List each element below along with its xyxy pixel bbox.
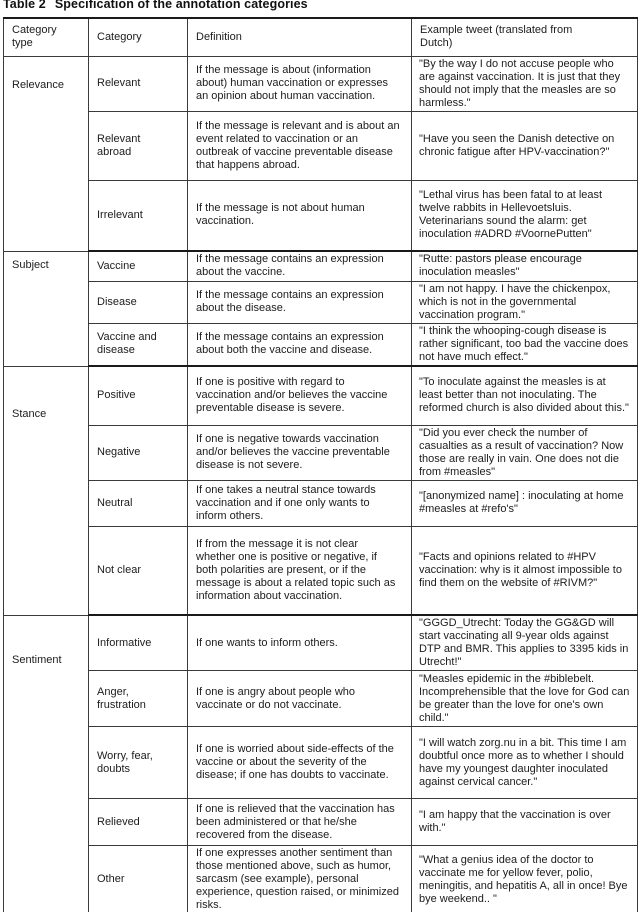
category-cell: Relieved [89, 799, 188, 846]
category-cell: Not clear [89, 526, 188, 615]
table-row [4, 180, 638, 251]
table-row [4, 251, 638, 281]
category-cell: Informative [89, 615, 188, 671]
header-category: Category [89, 18, 188, 56]
example-cell: "What a genius idea of the doctor to vaccinate me for yellow fever, polio, meningitis, and hepatitis A, all in once! Bye bye weekend.. " [412, 846, 638, 912]
definition-cell: If the message contains an expression about both the vaccine and disease. [188, 323, 412, 366]
header-category-type: Category type [4, 18, 89, 56]
header-definition: Definition [188, 18, 412, 56]
definition-cell: If one is negative towards vaccination and/or believes the vaccine preventable disease is not severe. [188, 425, 412, 480]
example-cell: "Lethal virus has been fatal to at least twelve rabbits in Hellevoetsluis. Veterinarians sound the alarm: get inoculation #ADRD #VoornePutten" [412, 180, 638, 251]
header-row [4, 18, 638, 56]
example-cell: "I am not happy. I have the chickenpox, which is not in the governmental vaccination program." [412, 281, 638, 323]
definition-cell: If the message is not about human vaccination. [188, 180, 412, 251]
example-cell: "GGGD_Utrecht: Today the GG&GD will start vaccinating all 9-year olds against DTP and BMR. This applies to 3395 kids in Utrecht!" [412, 615, 638, 671]
example-cell: "By the way I do not accuse people who are against vaccination. It is just that they should not imply that the measles are so harmless." [412, 56, 638, 111]
definition-cell: If one is positive with regard to vaccination and/or believes the vaccine preventable disease is severe. [188, 366, 412, 425]
group-label-relevance: Relevance [4, 56, 89, 251]
table-row [4, 615, 638, 671]
category-cell: Negative [89, 425, 188, 480]
definition-cell: If the message is relevant and is about an event related to vaccination or an outbreak of vaccine preventable disease that happens abroad. [188, 111, 412, 180]
category-cell: Anger, frustration [89, 671, 188, 727]
group-label-sentiment: Sentiment [4, 615, 89, 912]
example-cell: "Measles epidemic in the #biblebelt. Incomprehensible that the love for God can be greater than the love for one's own child." [412, 671, 638, 727]
category-cell: Relevant [89, 56, 188, 111]
example-cell: "I will watch zorg.nu in a bit. This time I am doubtful once more as to whether I should have my youngest daughter inoculated against cervical cancer." [412, 727, 638, 799]
definition-cell: If one is worried about side-effects of the vaccine or about the severity of the disease; if one has doubts to vaccinate. [188, 727, 412, 799]
example-cell: "Have you seen the Danish detective on chronic fatigue after HPV-vaccination?" [412, 111, 638, 180]
definition-cell: If one takes a neutral stance towards vaccination and if one only wants to inform others. [188, 480, 412, 526]
table-row [4, 366, 638, 425]
category-cell: Irrelevant [89, 180, 188, 251]
table-caption-text: Specification of the annotation categories [54, 0, 308, 11]
category-cell: Vaccine and disease [89, 323, 188, 366]
category-cell: Disease [89, 281, 188, 323]
example-cell: "[anonymized name] : inoculating at home #measles at #refo's" [412, 480, 638, 526]
group-label-stance: Stance [4, 366, 89, 615]
category-cell: Neutral [89, 480, 188, 526]
example-cell: "I am happy that the vaccination is over with." [412, 799, 638, 846]
table-row [4, 480, 638, 526]
table-row [4, 526, 638, 615]
example-cell: "Rutte: pastors please encourage inoculation measles" [412, 251, 638, 281]
table-row [4, 799, 638, 846]
table-row [4, 56, 638, 111]
definition-cell: If one wants to inform others. [188, 615, 412, 671]
definition-cell: If one is angry about people who vaccinate or do not vaccinate. [188, 671, 412, 727]
definition-cell: If from the message it is not clear whether one is positive or negative, if both polarities are present, or if the message is about a related topic such as information about vaccination. [188, 526, 412, 615]
group-label-subject: Subject [4, 251, 89, 366]
table-row [4, 727, 638, 799]
category-cell: Relevant abroad [89, 111, 188, 180]
definition-cell: If the message contains an expression about the disease. [188, 281, 412, 323]
definition-cell: If one is relieved that the vaccination has been administered or that he/she recovered from the disease. [188, 799, 412, 846]
annotation-categories-table [3, 17, 638, 912]
category-cell: Worry, fear, doubts [89, 727, 188, 799]
definition-cell: If the message contains an expression about the vaccine. [188, 251, 412, 281]
category-cell: Other [89, 846, 188, 912]
example-cell: "To inoculate against the measles is at least better than not inoculating. The reformed church is also divided about this." [412, 366, 638, 425]
table-row [4, 671, 638, 727]
example-cell: "Did you ever check the number of casualties as a result of vaccination? Now those are really in vain. One does not die from #measles" [412, 425, 638, 480]
table-row [4, 111, 638, 180]
table-row [4, 281, 638, 323]
example-cell: "I think the whooping-cough disease is rather significant, too bad the vaccine does not have much effect." [412, 323, 638, 366]
category-cell: Positive [89, 366, 188, 425]
table-row [4, 323, 638, 366]
definition-cell: If one expresses another sentiment than those mentioned above, such as humor, sarcasm (see example), personal experience, question raised, or minimized risks. [188, 846, 412, 912]
definition-cell: If the message is about (information about) human vaccination or expresses an opinion about human vaccination. [188, 56, 412, 111]
header-example-tweet: Example tweet (translated from Dutch) [412, 18, 638, 56]
table-caption-label: Table 2 [3, 0, 46, 11]
example-cell: "Facts and opinions related to #HPV vaccination: why is it almost impossible to find them on the website of #RIVM?" [412, 526, 638, 615]
table-row [4, 425, 638, 480]
table-row [4, 846, 638, 912]
table-caption [3, 0, 637, 11]
category-cell: Vaccine [89, 251, 188, 281]
